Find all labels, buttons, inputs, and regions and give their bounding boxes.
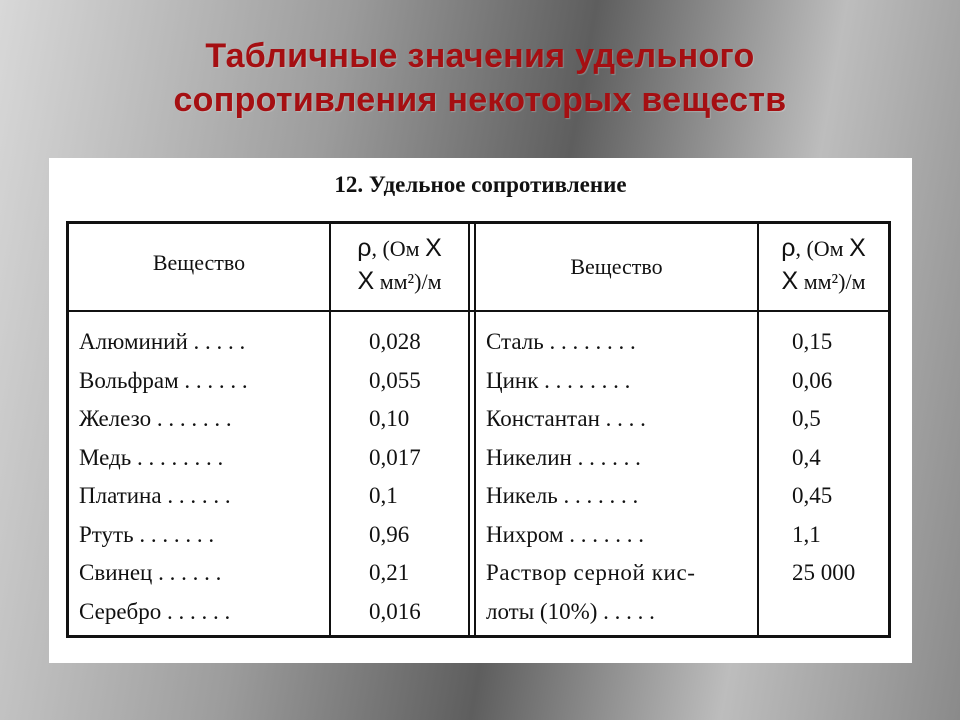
resistivity-value: 0,028 xyxy=(369,329,421,354)
table-row xyxy=(79,554,464,593)
right-rows xyxy=(486,323,886,631)
substance-name: Цинк xyxy=(486,367,539,393)
leader-dots: . . . . . . xyxy=(158,560,222,585)
divider-center-double-a xyxy=(468,224,470,635)
resistivity-value: 0,016 xyxy=(369,598,421,624)
substance-name: Никель xyxy=(486,483,558,508)
resistivity-value: 0,06 xyxy=(792,367,833,393)
table-row xyxy=(486,554,886,593)
times-sign: X xyxy=(781,267,799,295)
table-row xyxy=(486,593,886,632)
leader-dots: . . . . . . . xyxy=(139,521,215,547)
rho-symbol: ρ xyxy=(357,234,372,262)
leader-dots: . . . . . . . xyxy=(563,483,639,508)
header-rho-right xyxy=(759,232,888,298)
substance-name: Константан xyxy=(486,406,600,431)
resistivity-value: 0,4 xyxy=(792,444,821,470)
resistivity-value: 0,055 xyxy=(369,367,421,393)
table-row xyxy=(79,593,464,632)
table-row xyxy=(486,400,886,439)
slide-title-line-1: Табличные значения удельного xyxy=(205,37,755,75)
substance-name: Ртуть xyxy=(79,521,134,547)
slide-title-line-2: сопротивления некоторых веществ xyxy=(173,81,787,119)
table-row xyxy=(79,323,464,362)
rho-unit-part-2: мм²)/м xyxy=(803,269,866,294)
rho-symbol: ρ xyxy=(781,234,796,262)
resistivity-value: 0,1 xyxy=(369,483,398,508)
resistivity-value: 0,15 xyxy=(792,329,833,354)
leader-dots: . . . . xyxy=(605,406,646,431)
leader-dots: . . . . . . . . xyxy=(544,367,631,393)
leader-dots: . . . . . . xyxy=(167,598,231,624)
substance-name: Никелин xyxy=(486,444,572,470)
resistivity-value: 0,45 xyxy=(792,483,833,508)
resistivity-value: 0,10 xyxy=(369,406,410,431)
table-row xyxy=(486,516,886,555)
table-row xyxy=(486,439,886,478)
header-underline xyxy=(69,310,888,312)
rho-unit-part-1: , (Ом xyxy=(371,236,420,261)
substance-name: Свинец xyxy=(79,560,153,585)
table-row xyxy=(79,477,464,516)
substance-name: Железо xyxy=(79,406,152,431)
leader-dots: . . . . . xyxy=(603,598,655,624)
slide-title xyxy=(0,34,960,122)
times-sign: X xyxy=(425,234,442,262)
substance-name: Алюминий xyxy=(79,329,188,354)
leader-dots: . . . . . . xyxy=(167,483,231,508)
table-row xyxy=(486,477,886,516)
substance-name: Вольфрам xyxy=(79,367,179,393)
table-row xyxy=(486,323,886,362)
table-caption: 12. Удельное сопротивление xyxy=(334,172,627,197)
header-substance-left: Вещество xyxy=(152,250,246,275)
resistivity-value: 0,5 xyxy=(792,406,821,431)
rho-unit-part-2: мм²)/м xyxy=(379,269,442,294)
resistivity-value: 0,21 xyxy=(369,560,410,585)
left-rows xyxy=(79,323,464,631)
resistivity-table xyxy=(66,221,891,638)
times-sign: X xyxy=(357,267,375,295)
substance-name: Нихром xyxy=(486,521,564,547)
substance-name: Серебро xyxy=(79,598,162,624)
substance-name: лоты (10%) xyxy=(486,598,598,624)
resistivity-value: 0,017 xyxy=(369,444,421,470)
leader-dots: . . . . . . . . xyxy=(549,329,636,354)
leader-dots: . . . . . . . xyxy=(569,521,645,547)
scanned-table-page xyxy=(49,158,912,663)
leader-dots: . . . . . . xyxy=(577,444,641,470)
header-substance-right: Вещество xyxy=(570,254,663,279)
divider-center-double-b xyxy=(474,224,476,635)
leader-dots: . . . . . . . xyxy=(156,406,232,431)
table-row xyxy=(79,362,464,401)
leader-dots: . . . . . . xyxy=(184,367,248,393)
resistivity-value: 0,96 xyxy=(369,521,410,547)
table-row xyxy=(79,439,464,478)
leader-dots: . . . . . . . . xyxy=(137,444,224,470)
table-row xyxy=(79,400,464,439)
substance-name: Сталь xyxy=(486,329,544,354)
table-row xyxy=(79,516,464,555)
times-sign: X xyxy=(849,234,866,262)
header-rho-left xyxy=(331,232,468,298)
resistivity-value: 25 000 xyxy=(792,560,856,585)
resistivity-value: 1,1 xyxy=(792,521,821,547)
substance-name: Раствор серной кис- xyxy=(486,560,696,585)
leader-dots: . . . . . xyxy=(193,329,246,354)
substance-name: Платина xyxy=(79,483,162,508)
substance-name: Медь xyxy=(79,444,132,470)
table-row xyxy=(486,362,886,401)
rho-unit-part-1: , (Ом xyxy=(795,236,844,261)
